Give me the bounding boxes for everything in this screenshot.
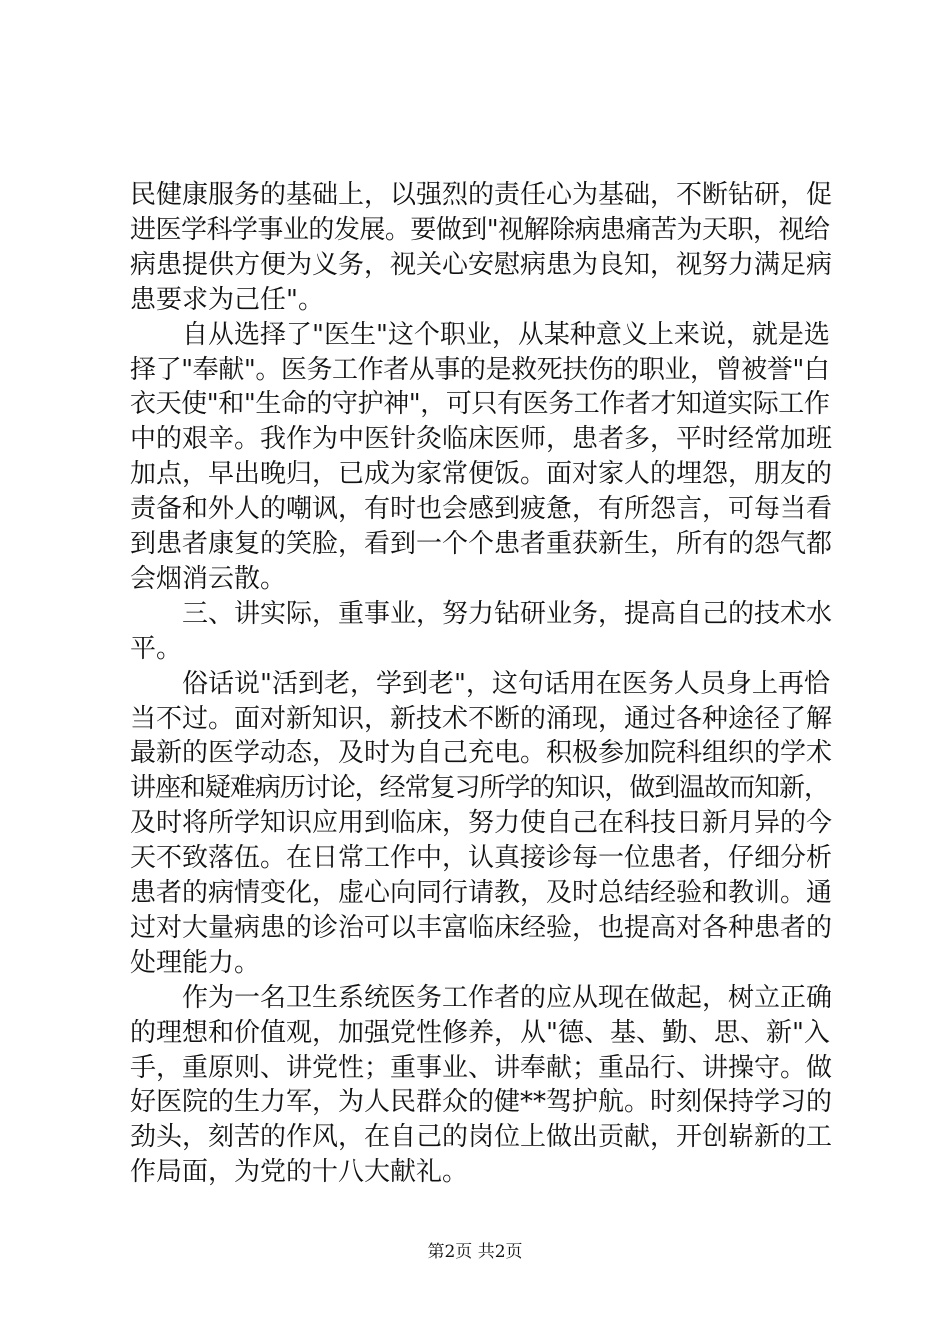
- text-line: 作局面，为党的十八大献礼。: [130, 1157, 469, 1188]
- text-line: 责备和外人的嘲讽，有时也会感到疲惫，有所怨言，可每当看: [130, 494, 833, 525]
- text-line: 择了"奉献"。医务工作者从事的是救死扶伤的职业，曾被誉"白: [130, 354, 830, 385]
- text-line: 最新的医学动态，及时为自己充电。积极参加院科组织的学术: [130, 738, 833, 769]
- text-line: 到患者康复的笑脸，看到一个个患者重获新生，所有的怨气都: [130, 529, 833, 559]
- text-line: 衣天使"和"生命的守护神"，可只有医务工作者才知道实际工作: [130, 389, 830, 420]
- text-line: 平。: [130, 633, 183, 664]
- text-line: 过对大量病患的诊治可以丰富临床经验，也提高对各种患者的: [130, 912, 833, 943]
- text-line: 会烟消云散。: [130, 563, 287, 594]
- text-line: 病患提供方便为义务，视关心安慰病患为良知，视努力满足病: [130, 249, 833, 280]
- text-line: 加点，早出晚归，已成为家常便饭。面对家人的埋怨，朋友的: [130, 459, 833, 490]
- text-line: 天不致落伍。在日常工作中，认真接诊每一位患者，仔细分析: [130, 843, 833, 874]
- text-line: 当不过。面对新知识，新技术不断的涌现，通过各种途径了解: [130, 703, 833, 734]
- text-line: 手，重原则、讲党性；重事业、讲奉献；重品行、讲操守。做: [130, 1052, 833, 1083]
- text-line: 处理能力。: [130, 947, 261, 978]
- text-line: 中的艰辛。我作为中医针灸临床医师，患者多，平时经常加班: [130, 424, 833, 455]
- text-line: 患者的病情变化，虚心向同行请教，及时总结经验和教训。通: [130, 878, 833, 908]
- text-line: 患要求为己任"。: [130, 284, 324, 315]
- text-line: 及时将所学知识应用到临床，努力使自己在科技日新月异的今: [130, 808, 833, 839]
- page-footer: 第2页 共2页: [427, 1242, 523, 1262]
- text-line: 自从选择了"医生"这个职业，从某种意义上来说，就是选: [130, 319, 830, 350]
- text-line: 好医院的生力军，为人民群众的健**驾护航。时刻保持学习的: [130, 1087, 833, 1118]
- text-line: 的理想和价值观，加强党性修养，从"德、基、勤、思、新"入: [130, 1017, 830, 1048]
- text-line: 三、讲实际，重事业，努力钻研业务，提高自己的技术水: [130, 598, 833, 629]
- text-line: 俗话说"活到老，学到老"，这句话用在医务人员身上再恰: [130, 668, 830, 699]
- text-line: 讲座和疑难病历讨论，经常复习所学的知识，做到温故而知新，: [130, 773, 829, 804]
- text-line: 进医学科学事业的发展。要做到"视解除病患痛苦为天职，视给: [130, 214, 830, 245]
- text-line: 作为一名卫生系统医务工作者的应从现在做起，树立正确: [130, 982, 833, 1013]
- text-line: 民健康服务的基础上，以强烈的责任心为基础，不断钻研，促: [130, 180, 833, 210]
- text-line: 劲头，刻苦的作风，在自己的岗位上做出贡献，开创崭新的工: [130, 1122, 833, 1153]
